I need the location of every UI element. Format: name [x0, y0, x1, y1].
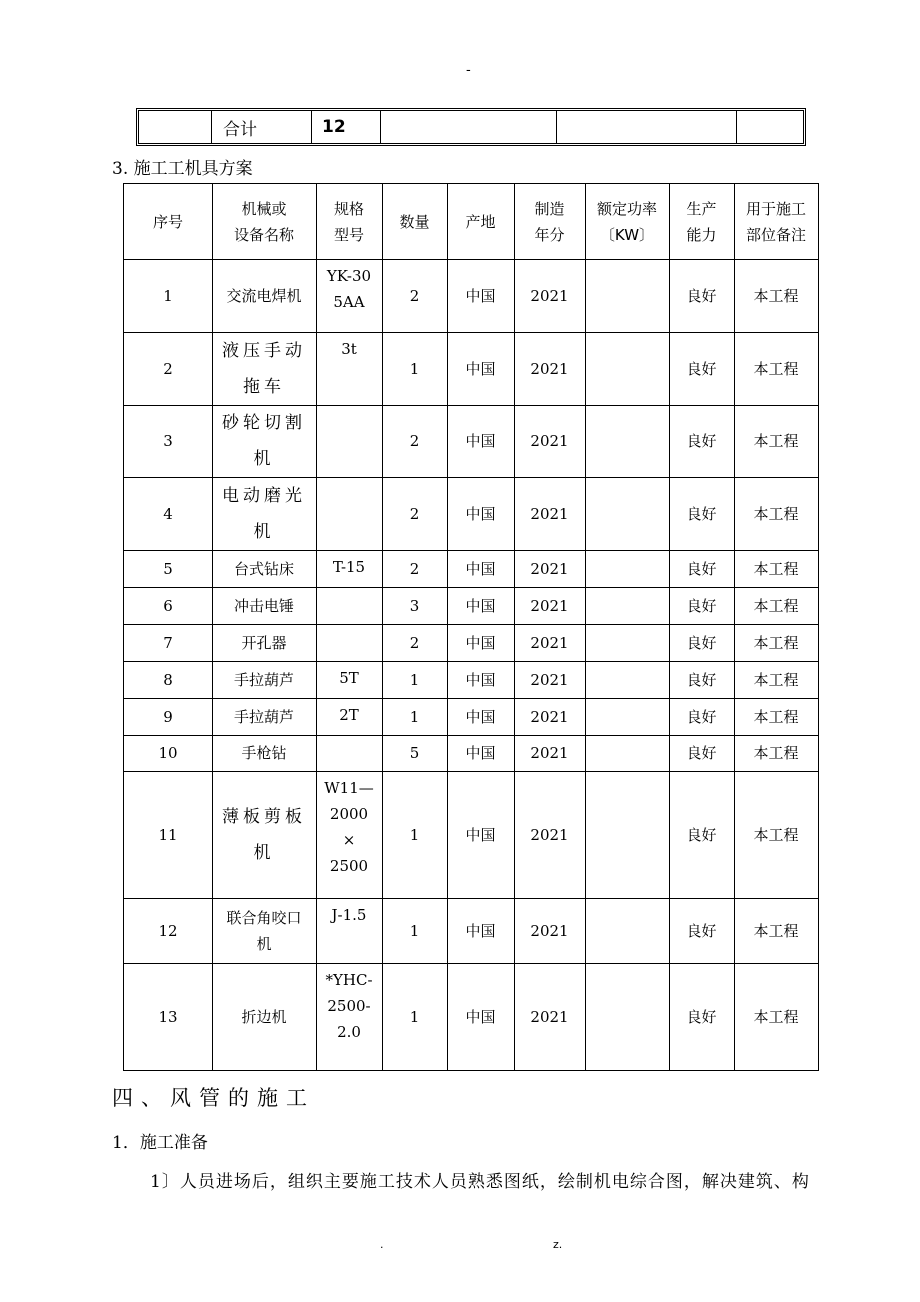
cell-text: 良好	[686, 359, 717, 378]
col-qty-cell	[382, 624, 447, 661]
cell-text: J-1.5	[331, 906, 367, 924]
cell-text: 5AA	[333, 293, 365, 311]
col-qty-cell	[382, 963, 447, 1070]
cell-text: 中国	[465, 825, 496, 844]
col-spec-cell	[316, 554, 382, 587]
cell-text: 中国	[465, 744, 496, 762]
col-year-cell	[514, 587, 585, 624]
col-qty-cell	[382, 477, 447, 550]
cell-text: 手枪钻	[241, 744, 287, 762]
cell-text: 2500	[329, 857, 369, 875]
cell-text: 机	[253, 449, 275, 469]
col-year-cell	[514, 477, 585, 550]
col-year-cell	[514, 771, 585, 898]
col-origin-cell	[447, 477, 514, 550]
col-year-cell	[514, 661, 585, 698]
cell-text: 2021	[530, 432, 569, 450]
cell-text: 本工程	[753, 633, 799, 652]
cell-text: 1	[409, 1007, 420, 1026]
col-power-cell	[585, 184, 669, 259]
cell-text: 中国	[465, 633, 496, 652]
equipment-table	[123, 183, 819, 1071]
cell-text: 中国	[465, 707, 496, 726]
cell-text: 联合角咬口	[226, 908, 302, 927]
col-year-cell	[514, 550, 585, 587]
col-name-cell	[212, 184, 316, 259]
col-no-cell	[124, 587, 212, 624]
cell-text: 2021	[530, 921, 569, 940]
summary-table	[136, 108, 806, 146]
cell-text: 4	[163, 504, 173, 523]
cell-text: 1	[409, 359, 420, 378]
cell-text: 规格	[333, 199, 364, 218]
cell-text: 电动磨光	[222, 485, 306, 506]
col-spec-cell	[316, 336, 382, 405]
col-year-cell	[514, 405, 585, 477]
col-no-cell	[124, 624, 212, 661]
cell-text: 本工程	[753, 825, 799, 844]
cell-text: 产地	[465, 212, 496, 231]
col-qty-cell	[382, 661, 447, 698]
cell-text: 12	[158, 921, 178, 940]
cell-text: 1	[163, 286, 173, 305]
cell-text: 型号	[333, 225, 364, 244]
col-ability-cell	[669, 259, 734, 332]
col-spec-cell	[316, 591, 382, 624]
cell-text: 7	[163, 633, 173, 652]
cell-text: 2021	[530, 559, 569, 578]
col-note-cell	[734, 184, 818, 259]
cell-text: 本工程	[753, 670, 799, 689]
col-no-cell	[124, 184, 212, 259]
cell-text: 良好	[686, 286, 717, 305]
col-qty-cell	[382, 898, 447, 963]
cell-text: 2	[409, 633, 420, 652]
cell-text: 2021	[530, 286, 569, 305]
cell-text: 2021	[530, 1007, 569, 1026]
col-ability-cell	[669, 771, 734, 898]
col-note-cell	[734, 735, 818, 771]
col-spec-cell	[316, 702, 382, 735]
col-name-cell	[212, 735, 316, 771]
cell-text: 2500-	[327, 997, 371, 1015]
col-qty-cell	[382, 771, 447, 898]
section-title: 3. 施工工机具方案	[112, 159, 253, 179]
cell-text: 2021	[530, 596, 569, 615]
summary-cell-empty	[139, 111, 212, 143]
cell-text: 能力	[686, 225, 717, 244]
col-origin-cell	[447, 661, 514, 698]
cell-text: 11	[158, 825, 178, 844]
col-note-cell	[734, 332, 818, 405]
cell-text: 中国	[465, 504, 496, 523]
col-note-cell	[734, 587, 818, 624]
cell-text: 本工程	[753, 504, 799, 523]
cell-text: 2021	[530, 504, 569, 523]
cell-text: 机	[253, 842, 275, 863]
col-no-cell	[124, 332, 212, 405]
cell-text: 良好	[686, 670, 717, 689]
col-no-cell	[124, 771, 212, 898]
cell-text: 中国	[465, 670, 496, 689]
cell-text: 良好	[686, 504, 717, 523]
cell-text: 2021	[530, 825, 569, 844]
col-name-cell	[212, 771, 316, 898]
cell-text: 本工程	[753, 286, 799, 305]
cell-text: 5	[409, 744, 420, 762]
col-qty-cell	[382, 587, 447, 624]
col-spec-cell	[316, 409, 382, 477]
cell-text: 本工程	[753, 559, 799, 578]
cell-text: 额定功率	[596, 199, 657, 218]
cell-text: 良好	[686, 921, 717, 940]
summary-cell-empty	[556, 111, 737, 143]
cell-text: 5T	[339, 669, 359, 687]
col-power-cell	[585, 550, 669, 587]
col-no-cell	[124, 259, 212, 332]
cell-text: 数量	[399, 212, 430, 231]
col-ability-cell	[669, 550, 734, 587]
cell-text: 良好	[686, 559, 717, 578]
cell-text: 2	[409, 559, 420, 578]
col-no-cell	[124, 963, 212, 1070]
col-qty-cell	[382, 184, 447, 259]
cell-text: 机	[253, 521, 275, 542]
cell-text: 良好	[686, 744, 717, 762]
cell-text: 2021	[530, 359, 569, 378]
col-no-cell	[124, 661, 212, 698]
summary-value: 12	[312, 111, 381, 143]
cell-text: ×	[342, 831, 356, 849]
cell-text: 2	[409, 286, 420, 305]
cell-text: 中国	[465, 1007, 496, 1026]
cell-text: 中国	[465, 359, 496, 378]
col-note-cell	[734, 661, 818, 698]
cell-text: W11—	[324, 779, 374, 797]
cell-text: 手拉葫芦	[233, 670, 294, 689]
col-origin-cell	[447, 898, 514, 963]
col-note-cell	[734, 771, 818, 898]
cell-text: 6	[163, 596, 173, 615]
cell-text: 冲击电锤	[233, 596, 294, 615]
col-power-cell	[585, 477, 669, 550]
cell-text: 2.0	[337, 1023, 361, 1041]
col-note-cell	[734, 698, 818, 735]
col-name-cell	[212, 661, 316, 698]
cell-text: 本工程	[753, 921, 799, 940]
cell-text: 部位备注	[745, 225, 806, 244]
cell-text: 〔KW〕	[599, 225, 655, 244]
cell-text: 2T	[339, 706, 359, 724]
col-spec-cell	[316, 628, 382, 661]
col-year-cell	[514, 259, 585, 332]
cell-text: 序号	[152, 212, 183, 231]
col-ability-cell	[669, 698, 734, 735]
col-ability-cell	[669, 963, 734, 1070]
cell-text: 良好	[686, 596, 717, 615]
col-power-cell	[585, 898, 669, 963]
cell-text: 9	[163, 707, 173, 726]
col-ability-cell	[669, 332, 734, 405]
cell-text: 生产	[686, 199, 717, 218]
col-note-cell	[734, 624, 818, 661]
col-power-cell	[585, 405, 669, 477]
col-year-cell	[514, 184, 585, 259]
cell-text: 3	[163, 432, 173, 450]
col-spec-cell	[316, 184, 382, 259]
col-ability-cell	[669, 898, 734, 963]
col-note-cell	[734, 550, 818, 587]
cell-text: 2021	[530, 670, 569, 689]
col-qty-cell	[382, 735, 447, 771]
cell-text: 交流电焊机	[226, 286, 302, 305]
cell-text: 本工程	[753, 432, 799, 450]
cell-text: 1	[409, 825, 420, 844]
col-spec-cell	[316, 481, 382, 550]
col-name-cell	[212, 698, 316, 735]
col-origin-cell	[447, 332, 514, 405]
summary-label: 合计	[211, 111, 312, 143]
col-name-cell	[212, 550, 316, 587]
cell-text: 2021	[530, 707, 569, 726]
col-origin-cell	[447, 771, 514, 898]
col-name-cell	[212, 332, 316, 405]
col-ability-cell	[669, 735, 734, 771]
col-origin-cell	[447, 587, 514, 624]
col-origin-cell	[447, 184, 514, 259]
col-power-cell	[585, 771, 669, 898]
page-header-mark: -	[466, 62, 471, 78]
col-year-cell	[514, 698, 585, 735]
body-paragraph: 1〕人员进场后，组织主要施工技术人员熟悉图纸，绘制机电综合图，解决建筑、构	[150, 1172, 810, 1192]
summary-cell-empty	[381, 111, 557, 143]
cell-text: 中国	[465, 921, 496, 940]
col-origin-cell	[447, 963, 514, 1070]
cell-text: 2	[163, 359, 173, 378]
col-spec-cell	[316, 665, 382, 698]
cell-text: 2	[409, 504, 420, 523]
col-ability-cell	[669, 624, 734, 661]
cell-text: 台式钻床	[233, 559, 294, 578]
col-ability-cell	[669, 184, 734, 259]
cell-text: 开孔器	[241, 633, 287, 652]
col-no-cell	[124, 735, 212, 771]
cell-text: T-15	[332, 558, 366, 576]
col-qty-cell	[382, 550, 447, 587]
col-origin-cell	[447, 405, 514, 477]
cell-text: 2	[409, 432, 420, 450]
col-year-cell	[514, 963, 585, 1070]
col-year-cell	[514, 898, 585, 963]
col-name-cell	[212, 624, 316, 661]
col-origin-cell	[447, 698, 514, 735]
footer-right: z.	[553, 1238, 563, 1251]
cell-text: 中国	[465, 596, 496, 615]
col-qty-cell	[382, 259, 447, 332]
col-name-cell	[212, 259, 316, 332]
cell-text: 良好	[686, 1007, 717, 1026]
col-note-cell	[734, 963, 818, 1070]
cell-text: YK-30	[326, 267, 372, 285]
col-origin-cell	[447, 550, 514, 587]
col-qty-cell	[382, 332, 447, 405]
cell-text: 2021	[530, 633, 569, 652]
cell-text: 2000	[329, 805, 369, 823]
col-no-cell	[124, 898, 212, 963]
col-spec-cell	[316, 902, 382, 963]
cell-text: *YHC-	[325, 971, 373, 989]
cell-text: 良好	[686, 633, 717, 652]
cell-text: 5	[163, 559, 173, 578]
cell-text: 设备名称	[233, 225, 294, 244]
col-name-cell	[212, 963, 316, 1070]
col-origin-cell	[447, 624, 514, 661]
col-spec-cell	[316, 967, 382, 1070]
col-note-cell	[734, 898, 818, 963]
col-no-cell	[124, 698, 212, 735]
cell-text: 中国	[465, 559, 496, 578]
cell-text: 拖车	[243, 376, 285, 397]
col-no-cell	[124, 405, 212, 477]
cell-text: 良好	[686, 707, 717, 726]
col-year-cell	[514, 332, 585, 405]
col-power-cell	[585, 963, 669, 1070]
cell-text: 良好	[686, 825, 717, 844]
cell-text: 薄板剪板	[222, 806, 306, 827]
col-qty-cell	[382, 405, 447, 477]
cell-text: 制造	[534, 199, 565, 218]
col-note-cell	[734, 405, 818, 477]
col-year-cell	[514, 735, 585, 771]
cell-text: 液压手动	[222, 340, 306, 361]
col-power-cell	[585, 698, 669, 735]
chapter-heading: 四、风管的施工	[112, 1086, 315, 1110]
col-power-cell	[585, 332, 669, 405]
col-note-cell	[734, 477, 818, 550]
cell-text: 手拉葫芦	[233, 707, 294, 726]
cell-text: 8	[163, 670, 173, 689]
col-ability-cell	[669, 405, 734, 477]
col-ability-cell	[669, 587, 734, 624]
col-name-cell	[212, 477, 316, 550]
cell-text: 本工程	[753, 1007, 799, 1026]
cell-text: 机械或	[241, 199, 287, 218]
cell-text: 良好	[686, 432, 717, 450]
col-power-cell	[585, 624, 669, 661]
col-year-cell	[514, 624, 585, 661]
col-qty-cell	[382, 698, 447, 735]
cell-text: 本工程	[753, 596, 799, 615]
cell-text: 3t	[341, 340, 357, 358]
cell-text: 中国	[465, 286, 496, 305]
col-name-cell	[212, 405, 316, 477]
cell-text: 本工程	[753, 744, 799, 762]
subsection-heading: 1．施工准备	[112, 1133, 208, 1153]
col-spec-cell	[316, 263, 382, 332]
cell-text: 1	[409, 921, 420, 940]
col-ability-cell	[669, 477, 734, 550]
col-power-cell	[585, 259, 669, 332]
cell-text: 本工程	[753, 359, 799, 378]
cell-text: 10	[158, 744, 178, 762]
col-name-cell	[212, 898, 316, 963]
cell-text: 13	[158, 1007, 178, 1026]
col-no-cell	[124, 550, 212, 587]
cell-text: 年分	[534, 225, 565, 244]
cell-text: 机	[256, 934, 272, 953]
col-ability-cell	[669, 661, 734, 698]
col-no-cell	[124, 477, 212, 550]
cell-text: 1	[409, 670, 420, 689]
cell-text: 3	[409, 596, 420, 615]
col-power-cell	[585, 661, 669, 698]
cell-text: 2021	[530, 744, 569, 762]
col-origin-cell	[447, 735, 514, 771]
col-name-cell	[212, 587, 316, 624]
cell-text: 砂轮切割	[222, 413, 306, 433]
cell-text: 1	[409, 707, 420, 726]
col-spec-cell	[316, 775, 382, 898]
cell-text: 折边机	[241, 1007, 287, 1026]
col-origin-cell	[447, 259, 514, 332]
cell-text: 用于施工	[745, 199, 806, 218]
cell-text: 本工程	[753, 707, 799, 726]
summary-cell-empty	[736, 111, 803, 143]
cell-text: 中国	[465, 432, 496, 450]
col-spec-cell	[316, 739, 382, 771]
col-power-cell	[585, 587, 669, 624]
col-note-cell	[734, 259, 818, 332]
footer-left: .	[380, 1238, 384, 1251]
col-power-cell	[585, 735, 669, 771]
